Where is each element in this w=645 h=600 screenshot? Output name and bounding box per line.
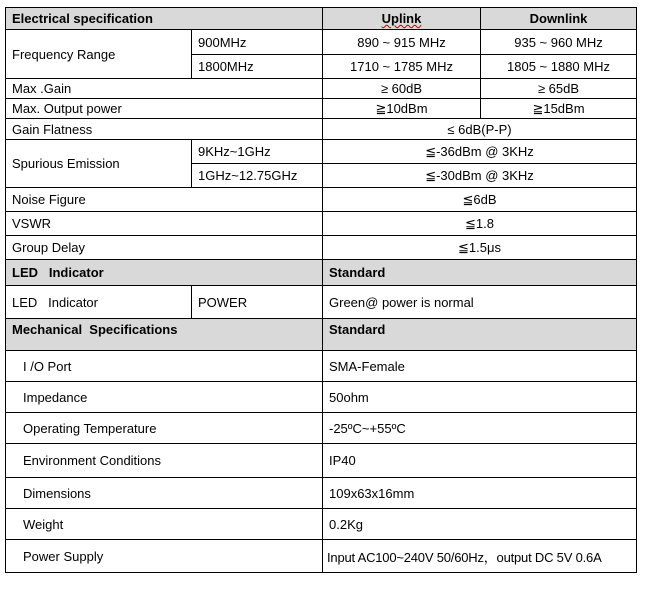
uplink-header: [323, 8, 481, 30]
vswr-label: VSWR: [6, 212, 323, 236]
mechanical-label: Weight: [6, 509, 323, 540]
table-row: [6, 30, 637, 55]
mechanical-value: SMA-Female: [323, 351, 637, 382]
table-row: [6, 119, 637, 140]
max-output-power-downlink: ≧15dBm: [481, 99, 637, 119]
table-row: [6, 444, 637, 478]
frequency-uplink: 1710 ~ 1785 MHz: [323, 55, 481, 79]
electrical-header-row: [6, 8, 637, 30]
mechanical-label: Impedance: [6, 382, 323, 413]
table-row: [6, 188, 637, 212]
table-row: [6, 99, 637, 119]
led-indicator-value: Green@ power is normal: [323, 286, 637, 319]
spurious-emission-label: Spurious Emission: [6, 140, 192, 188]
table-row: [6, 236, 637, 260]
mechanical-label: Power Supply: [6, 540, 323, 573]
max-gain-uplink: ≥ 60dB: [323, 79, 481, 99]
spurious-value: ≦-30dBm @ 3KHz: [323, 164, 637, 188]
spurious-band: 1GHz~12.75GHz: [192, 164, 323, 188]
max-gain-label: Max .Gain: [6, 79, 323, 99]
noise-figure-label: Noise Figure: [6, 188, 323, 212]
gain-flatness-value: ≤ 6dB(P-P): [323, 119, 637, 140]
table-row: [6, 286, 637, 319]
mechanical-header-label: Mechanical Specifications: [6, 319, 323, 351]
table-row: [6, 140, 637, 164]
frequency-uplink: 890 ~ 915 MHz: [323, 30, 481, 55]
led-indicator-label: LED Indicator: [6, 286, 192, 319]
max-output-power-uplink: ≧10dBm: [323, 99, 481, 119]
mechanical-value: IP40: [323, 444, 637, 478]
max-gain-downlink: ≥ 65dB: [481, 79, 637, 99]
noise-figure-value: ≦6dB: [323, 188, 637, 212]
gain-flatness-label: Gain Flatness: [6, 119, 323, 140]
mechanical-header-standard: Standard: [323, 319, 637, 351]
uplink-header-text: Uplink: [381, 11, 422, 26]
mechanical-label: Operating Temperature: [6, 413, 323, 444]
mechanical-value: Input AC100~240V 50/60Hz，output DC 5V 0.6A: [323, 540, 637, 573]
mechanical-value: 50ohm: [323, 382, 637, 413]
led-header-label: LED Indicator: [6, 260, 323, 286]
led-header-row: [6, 260, 637, 286]
frequency-band: 900MHz: [192, 30, 323, 55]
table-row: [6, 509, 637, 540]
frequency-downlink: 1805 ~ 1880 MHz: [481, 55, 637, 79]
mechanical-value: 109x63x16mm: [323, 478, 637, 509]
table-row: [6, 351, 637, 382]
frequency-downlink: 935 ~ 960 MHz: [481, 30, 637, 55]
downlink-header: Downlink: [481, 8, 637, 30]
table-row: [6, 413, 637, 444]
led-indicator-type: POWER: [192, 286, 323, 319]
frequency-band: 1800MHz: [192, 55, 323, 79]
mechanical-label: Dimensions: [6, 478, 323, 509]
frequency-range-label: Frequency Range: [6, 30, 192, 79]
table-row: [6, 382, 637, 413]
led-header-standard: Standard: [323, 260, 637, 286]
mechanical-label: Environment Conditions: [6, 444, 323, 478]
table-row: [6, 212, 637, 236]
specification-table: [5, 7, 637, 573]
table-row: [6, 540, 637, 573]
table-row: [6, 478, 637, 509]
spurious-value: ≦-36dBm @ 3KHz: [323, 140, 637, 164]
mechanical-label: I /O Port: [6, 351, 323, 382]
group-delay-value: ≦1.5μs: [323, 236, 637, 260]
table-row: [6, 79, 637, 99]
mechanical-value: 0.2Kg: [323, 509, 637, 540]
mechanical-value: -25ºC~+55ºC: [323, 413, 637, 444]
group-delay-label: Group Delay: [6, 236, 323, 260]
spurious-band: 9KHz~1GHz: [192, 140, 323, 164]
max-output-power-label: Max. Output power: [6, 99, 323, 119]
electrical-header-label: Electrical specification: [6, 8, 323, 30]
vswr-value: ≦1.8: [323, 212, 637, 236]
mechanical-header-row: [6, 319, 637, 351]
